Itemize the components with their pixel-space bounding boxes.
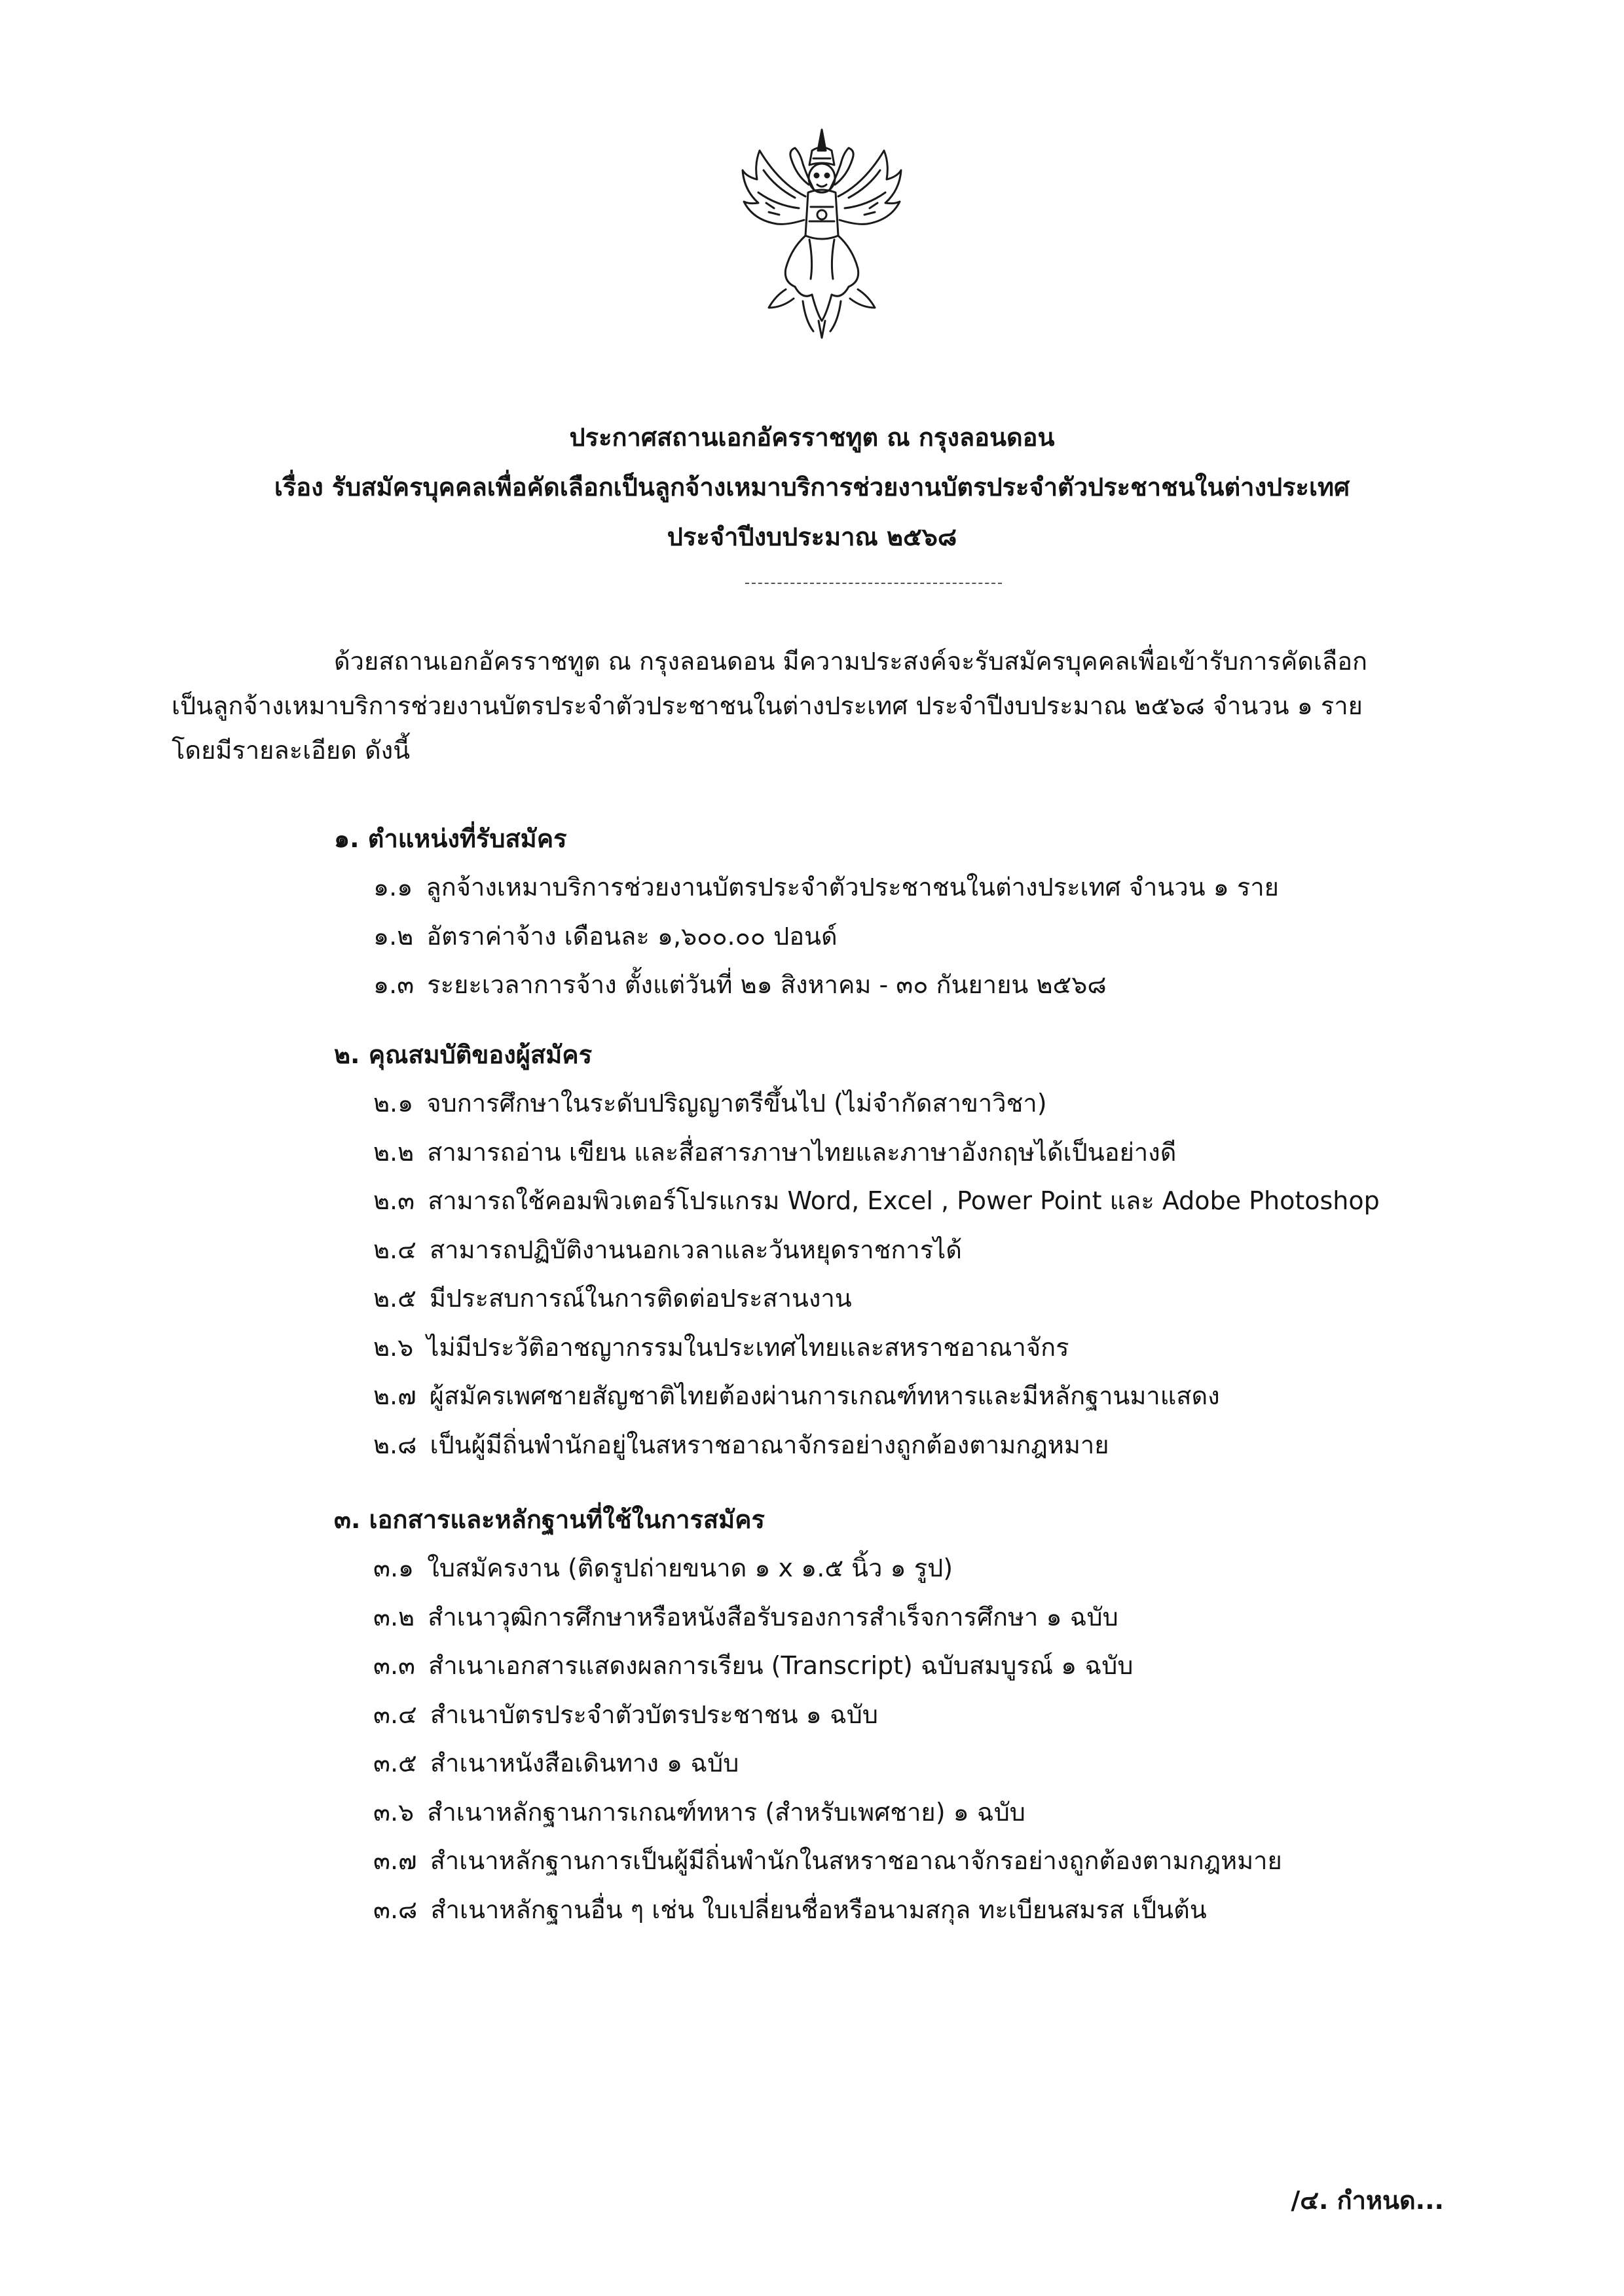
item-number: ๓.๔	[373, 1700, 417, 1729]
item-text: ลูกจ้างเหมาบริการช่วยงานบัตรประจำตัวประชาชนในต่างประเทศ จำนวน ๑ ราย	[426, 873, 1279, 902]
item-text: สำเนาเอกสารแสดงผลการเรียน (Transcript) ฉบับสมบูรณ์ ๑ ฉบับ	[428, 1651, 1134, 1680]
item-text: สามารถใช้คอมพิวเตอร์โปรแกรม Word, Excel , Power Point และ Adobe Photoshop	[428, 1186, 1380, 1215]
item-number: ๑.๒	[373, 921, 414, 951]
list-item	[334, 1544, 1500, 1593]
item-number: ๒.๒	[373, 1137, 415, 1167]
item-number: ๒.๗	[373, 1381, 416, 1410]
item-text: อัตราค่าจ้าง เดือนละ ๑,๖๐๐.๐๐ ปอนด์	[426, 921, 838, 951]
item-text: มีประสบการณ์ในการติดต่อประสานงาน	[429, 1284, 852, 1313]
list-item	[334, 1079, 1500, 1128]
item-number: ๒.๕	[373, 1284, 416, 1313]
item-text: สำเนาหลักฐานการเกณฑ์ทหาร (สำหรับเพศชาย) ๑ ฉบับ	[427, 1797, 1025, 1827]
list-item	[334, 1641, 1500, 1690]
title-line-3: ประจำปีงบประมาณ ๒๕๖๘	[667, 522, 957, 551]
list-item	[334, 960, 1500, 1010]
list-item	[334, 863, 1500, 912]
item-number: ๑.๓	[373, 970, 415, 999]
item-number: ๓.๗	[373, 1846, 417, 1875]
item-number: ๓.๓	[373, 1651, 416, 1680]
section-heading: ๓. เอกสารและหลักฐานที่ใช้ในการสมัคร	[334, 1505, 765, 1534]
title-divider	[745, 583, 1002, 584]
list-item	[334, 912, 1500, 961]
title-line-2: เรื่อง รับสมัครบุคคลเพื่อคัดเลือกเป็นลูกจ้างเหมาบริการช่วยงานบัตรประจำตัวประชาชนในต่างประเทศ	[274, 473, 1350, 501]
list-item	[334, 1226, 1500, 1275]
item-number: ๒.๔	[373, 1235, 416, 1264]
item-number: ๒.๑	[373, 1089, 414, 1118]
section-qualifications	[334, 1030, 1500, 1469]
list-item	[334, 1128, 1500, 1177]
page-continuation: /๔. กำหนด...	[1291, 2186, 1444, 2215]
title-divider-text	[745, 564, 873, 580]
section-heading: ๑. ตำแหน่งที่รับสมัคร	[334, 824, 567, 853]
item-text: ผู้สมัครเพศชายสัญชาติไทยต้องผ่านการเกณฑ์ทหารและมีหลักฐานมาแสดง	[429, 1381, 1220, 1410]
item-text: สามารถปฏิบัติงานนอกเวลาและวันหยุดราชการได้	[429, 1235, 962, 1264]
intro-paragraph	[172, 639, 1488, 773]
item-number: ๒.๖	[373, 1332, 414, 1362]
item-text: สำเนาหลักฐานอื่น ๆ เช่น ใบเปลี่ยนชื่อหรือนามสกุล ทะเบียนสมรส เป็นต้น	[430, 1895, 1207, 1924]
item-text: ใบสมัครงาน (ติดรูปถ่ายขนาด ๑ x ๑.๕ นิ้ว ๑ รูป)	[427, 1554, 953, 1582]
section-documents	[334, 1495, 1500, 1934]
intro-line-1: ด้วยสถานเอกอัครราชทูต ณ กรุงลอนดอน มีความประสงค์จะรับสมัครบุคคลเพื่อเข้ารับการคัดเลือก	[334, 647, 1368, 676]
item-number: ๒.๘	[373, 1430, 417, 1459]
list-item	[334, 1739, 1500, 1788]
list-item	[334, 1421, 1500, 1470]
item-text: สำเนาบัตรประจำตัวบัตรประชาชน ๑ ฉบับ	[430, 1700, 878, 1729]
list-item	[334, 1788, 1500, 1837]
intro-line-3: โดยมีรายละเอียด ดังนี้	[172, 736, 411, 765]
section-position	[334, 814, 1500, 1010]
list-item	[334, 1274, 1500, 1323]
item-number: ๓.๑	[373, 1554, 415, 1582]
list-item	[334, 1593, 1500, 1642]
item-number: ๓.๖	[373, 1797, 415, 1827]
item-text: สามารถอ่าน เขียน และสื่อสารภาษาไทยและภาษาอังกฤษได้เป็นอย่างดี	[427, 1137, 1177, 1167]
list-item	[334, 1690, 1500, 1740]
list-item	[334, 1836, 1500, 1886]
item-text: เป็นผู้มีถิ่นพำนักอยู่ในสหราชอาณาจักรอย่างถูกต้องตามกฎหมาย	[430, 1430, 1109, 1459]
list-item	[334, 1323, 1500, 1372]
announcement-title	[131, 412, 1493, 562]
item-text: ไม่มีประวัติอาชญากรรมในประเทศไทยและสหราชอาณาจักร	[426, 1332, 1069, 1362]
item-number: ๓.๕	[373, 1749, 417, 1777]
list-item	[334, 1176, 1500, 1226]
title-line-1: ประกาศสถานเอกอัครราชทูต ณ กรุงลอนดอน	[569, 423, 1055, 452]
item-text: สำเนาวุฒิการศึกษาหรือหนังสือรับรองการสำเร็จการศึกษา ๑ ฉบับ	[428, 1602, 1118, 1631]
section-heading: ๒. คุณสมบัติของผู้สมัคร	[334, 1040, 593, 1069]
garuda-emblem	[740, 124, 904, 340]
item-number: ๒.๓	[373, 1186, 415, 1215]
item-number: ๑.๑	[373, 873, 413, 902]
item-text: สำเนาหลักฐานการเป็นผู้มีถิ่นพำนักในสหราชอาณาจักรอย่างถูกต้องตามกฎหมาย	[430, 1846, 1282, 1875]
list-item	[334, 1886, 1500, 1935]
list-item	[334, 1372, 1500, 1421]
item-text: ระยะเวลาการจ้าง ตั้งแต่วันที่ ๒๑ สิงหาคม - ๓๐ กันยายน ๒๕๖๘	[427, 970, 1107, 999]
item-text: จบการศึกษาในระดับปริญญาตรีขึ้นไป (ไม่จำกัดสาขาวิชา)	[426, 1089, 1047, 1118]
intro-line-2: เป็นลูกจ้างเหมาบริการช่วยงานบัตรประจำตัวประชาชนในต่างประเทศ ประจำปีงบประมาณ ๒๕๖๘ จำนวน ๑ ราย	[172, 691, 1363, 720]
item-number: ๓.๒	[373, 1602, 415, 1631]
item-text: สำเนาหนังสือเดินทาง ๑ ฉบับ	[430, 1749, 739, 1777]
item-number: ๓.๘	[373, 1895, 418, 1924]
